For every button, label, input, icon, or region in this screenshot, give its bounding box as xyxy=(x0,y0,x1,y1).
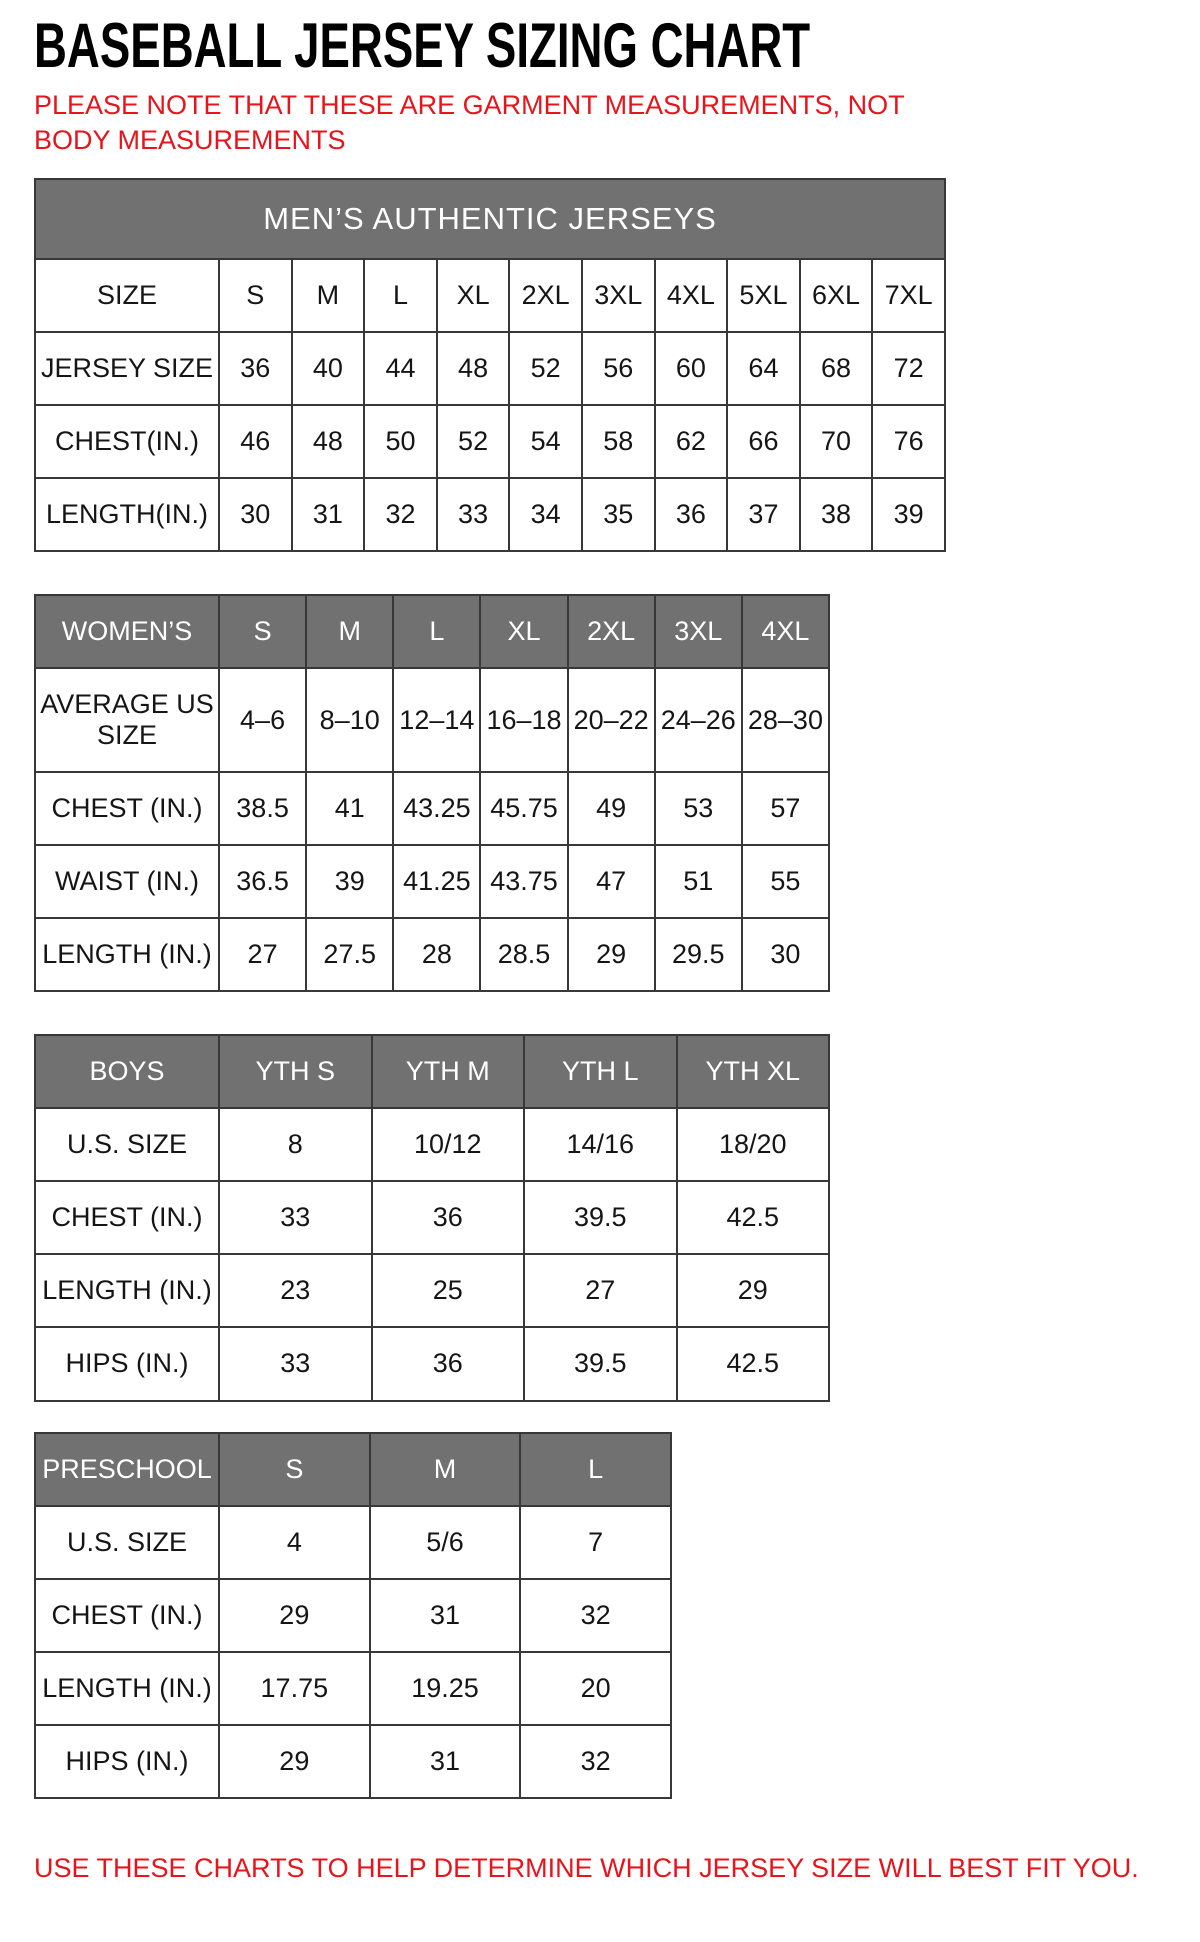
mens-cell: 39 xyxy=(872,478,945,551)
womens-row-label: CHEST (IN.) xyxy=(35,772,219,845)
mens-cell: 32 xyxy=(364,478,437,551)
mens-column-header: XL xyxy=(437,259,510,332)
mens-banner-title: MEN’S AUTHENTIC JERSEYS xyxy=(35,179,945,259)
womens-column-header: 4XL xyxy=(742,595,829,668)
womens-column-header: XL xyxy=(480,595,567,668)
page-title xyxy=(34,10,1180,81)
womens-cell: 27 xyxy=(219,918,306,991)
mens-cell: 48 xyxy=(437,332,510,405)
boys-cell: 42.5 xyxy=(677,1327,830,1400)
womens-cell: 43.25 xyxy=(393,772,480,845)
womens-row-label: LENGTH (IN.) xyxy=(35,918,219,991)
womens-cell: 55 xyxy=(742,845,829,918)
preschool-cell: 19.25 xyxy=(370,1652,521,1725)
mens-cell: 31 xyxy=(292,478,365,551)
womens-cell: 45.75 xyxy=(480,772,567,845)
boys-cell: 42.5 xyxy=(677,1181,830,1254)
mens-sizing-table xyxy=(34,178,946,552)
preschool-header-row xyxy=(35,1433,671,1506)
mens-cell: 44 xyxy=(364,332,437,405)
preschool-cell: 4 xyxy=(219,1506,370,1579)
mens-cell: 58 xyxy=(582,405,655,478)
preschool-cell: 20 xyxy=(520,1652,671,1725)
womens-cell: 41.25 xyxy=(393,845,480,918)
boys-column-header: YTH S xyxy=(219,1035,372,1108)
garment-measurement-note: PLEASE NOTE THAT THESE ARE GARMENT MEASUREMENTS, NOT BODY MEASUREMENTS xyxy=(34,90,905,156)
mens-data-row xyxy=(35,478,945,551)
womens-column-header: 2XL xyxy=(568,595,655,668)
mens-cell: 35 xyxy=(582,478,655,551)
boys-sizing-table xyxy=(34,1034,830,1401)
mens-data-row xyxy=(35,332,945,405)
mens-cell: 48 xyxy=(292,405,365,478)
mens-cell: 54 xyxy=(509,405,582,478)
boys-row-label: U.S. SIZE xyxy=(35,1108,219,1181)
boys-cell: 27 xyxy=(524,1254,677,1327)
boys-data-row xyxy=(35,1181,829,1254)
mens-cell: 50 xyxy=(364,405,437,478)
boys-cell: 25 xyxy=(372,1254,525,1327)
mens-group-label: SIZE xyxy=(35,259,219,332)
boys-column-header: YTH L xyxy=(524,1035,677,1108)
preschool-column-header: S xyxy=(219,1433,370,1506)
mens-cell: 68 xyxy=(800,332,873,405)
womens-cell: 27.5 xyxy=(306,918,393,991)
mens-cell: 60 xyxy=(655,332,728,405)
mens-cell: 40 xyxy=(292,332,365,405)
womens-cell: 8–10 xyxy=(306,668,393,772)
preschool-cell: 17.75 xyxy=(219,1652,370,1725)
boys-cell: 33 xyxy=(219,1327,372,1400)
womens-column-header: 3XL xyxy=(655,595,742,668)
womens-column-header: L xyxy=(393,595,480,668)
boys-data-row xyxy=(35,1327,829,1400)
preschool-row-label: CHEST (IN.) xyxy=(35,1579,219,1652)
boys-cell: 23 xyxy=(219,1254,372,1327)
womens-row-label: AVERAGE US SIZE xyxy=(35,668,219,772)
boys-row-label: HIPS (IN.) xyxy=(35,1327,219,1400)
boys-cell: 39.5 xyxy=(524,1327,677,1400)
preschool-cell: 5/6 xyxy=(370,1506,521,1579)
womens-cell: 51 xyxy=(655,845,742,918)
womens-cell: 30 xyxy=(742,918,829,991)
mens-cell: 38 xyxy=(800,478,873,551)
preschool-cell: 31 xyxy=(370,1579,521,1652)
boys-cell: 29 xyxy=(677,1254,830,1327)
boys-cell: 36 xyxy=(372,1181,525,1254)
mens-column-header: 6XL xyxy=(800,259,873,332)
preschool-cell: 32 xyxy=(520,1579,671,1652)
mens-cell: 52 xyxy=(437,405,510,478)
womens-cell: 28.5 xyxy=(480,918,567,991)
boys-data-row xyxy=(35,1108,829,1181)
boys-column-header: YTH XL xyxy=(677,1035,830,1108)
preschool-row-label: LENGTH (IN.) xyxy=(35,1652,219,1725)
womens-cell: 29 xyxy=(568,918,655,991)
womens-row-label: WAIST (IN.) xyxy=(35,845,219,918)
mens-cell: 66 xyxy=(727,405,800,478)
page-title-text: BASEBALL JERSEY SIZING CHART xyxy=(34,10,811,81)
mens-cell: 76 xyxy=(872,405,945,478)
mens-header-row xyxy=(35,259,945,332)
boys-cell: 18/20 xyxy=(677,1108,830,1181)
preschool-data-row xyxy=(35,1506,671,1579)
womens-data-row xyxy=(35,918,829,991)
mens-cell: 46 xyxy=(219,405,292,478)
mens-row-label: CHEST(IN.) xyxy=(35,405,219,478)
womens-cell: 43.75 xyxy=(480,845,567,918)
mens-cell: 56 xyxy=(582,332,655,405)
boys-column-header: YTH M xyxy=(372,1035,525,1108)
preschool-cell: 29 xyxy=(219,1725,370,1798)
womens-cell: 39 xyxy=(306,845,393,918)
preschool-row-label: U.S. SIZE xyxy=(35,1506,219,1579)
mens-cell: 62 xyxy=(655,405,728,478)
mens-column-header: 4XL xyxy=(655,259,728,332)
boys-cell: 39.5 xyxy=(524,1181,677,1254)
womens-cell: 38.5 xyxy=(219,772,306,845)
mens-cell: 36 xyxy=(655,478,728,551)
womens-cell: 29.5 xyxy=(655,918,742,991)
boys-cell: 36 xyxy=(372,1327,525,1400)
womens-group-label: WOMEN’S xyxy=(35,595,219,668)
womens-cell: 36.5 xyxy=(219,845,306,918)
boys-cell: 10/12 xyxy=(372,1108,525,1181)
mens-cell: 64 xyxy=(727,332,800,405)
mens-cell: 36 xyxy=(219,332,292,405)
mens-column-header: 5XL xyxy=(727,259,800,332)
preschool-cell: 7 xyxy=(520,1506,671,1579)
boys-group-label: BOYS xyxy=(35,1035,219,1108)
mens-row-label: JERSEY SIZE xyxy=(35,332,219,405)
preschool-sizing-table xyxy=(34,1432,672,1799)
womens-cell: 24–26 xyxy=(655,668,742,772)
preschool-column-header: L xyxy=(520,1433,671,1506)
womens-data-row xyxy=(35,845,829,918)
womens-cell: 53 xyxy=(655,772,742,845)
fit-advice-note: USE THESE CHARTS TO HELP DETERMINE WHICH JERSEY SIZE WILL BEST FIT YOU. xyxy=(34,1852,1139,1883)
womens-cell: 16–18 xyxy=(480,668,567,772)
mens-column-header: 3XL xyxy=(582,259,655,332)
womens-cell: 12–14 xyxy=(393,668,480,772)
mens-data-row xyxy=(35,405,945,478)
womens-cell: 28 xyxy=(393,918,480,991)
womens-cell: 28–30 xyxy=(742,668,829,772)
preschool-group-label: PRESCHOOL xyxy=(35,1433,219,1506)
boys-row-label: CHEST (IN.) xyxy=(35,1181,219,1254)
womens-cell: 20–22 xyxy=(568,668,655,772)
mens-cell: 72 xyxy=(872,332,945,405)
womens-column-header: M xyxy=(306,595,393,668)
womens-data-row xyxy=(35,668,829,772)
mens-cell: 33 xyxy=(437,478,510,551)
mens-cell: 37 xyxy=(727,478,800,551)
boys-cell: 14/16 xyxy=(524,1108,677,1181)
mens-row-label: LENGTH(IN.) xyxy=(35,478,219,551)
preschool-cell: 29 xyxy=(219,1579,370,1652)
mens-cell: 30 xyxy=(219,478,292,551)
mens-column-header: 2XL xyxy=(509,259,582,332)
womens-sizing-table xyxy=(34,594,830,992)
womens-cell: 47 xyxy=(568,845,655,918)
preschool-cell: 31 xyxy=(370,1725,521,1798)
mens-column-header: M xyxy=(292,259,365,332)
boys-row-label: LENGTH (IN.) xyxy=(35,1254,219,1327)
womens-data-row xyxy=(35,772,829,845)
womens-cell: 49 xyxy=(568,772,655,845)
mens-cell: 70 xyxy=(800,405,873,478)
mens-column-header: S xyxy=(219,259,292,332)
boys-data-row xyxy=(35,1254,829,1327)
mens-column-header: L xyxy=(364,259,437,332)
boys-cell: 33 xyxy=(219,1181,372,1254)
mens-column-header: 7XL xyxy=(872,259,945,332)
womens-header-row xyxy=(35,595,829,668)
preschool-data-row xyxy=(35,1652,671,1725)
preschool-cell: 32 xyxy=(520,1725,671,1798)
womens-cell: 4–6 xyxy=(219,668,306,772)
preschool-data-row xyxy=(35,1725,671,1798)
preschool-data-row xyxy=(35,1579,671,1652)
preschool-column-header: M xyxy=(370,1433,521,1506)
boys-header-row xyxy=(35,1035,829,1108)
preschool-row-label: HIPS (IN.) xyxy=(35,1725,219,1798)
mens-cell: 34 xyxy=(509,478,582,551)
womens-column-header: S xyxy=(219,595,306,668)
mens-banner-row xyxy=(35,179,945,259)
womens-cell: 41 xyxy=(306,772,393,845)
boys-cell: 8 xyxy=(219,1108,372,1181)
mens-cell: 52 xyxy=(509,332,582,405)
womens-cell: 57 xyxy=(742,772,829,845)
